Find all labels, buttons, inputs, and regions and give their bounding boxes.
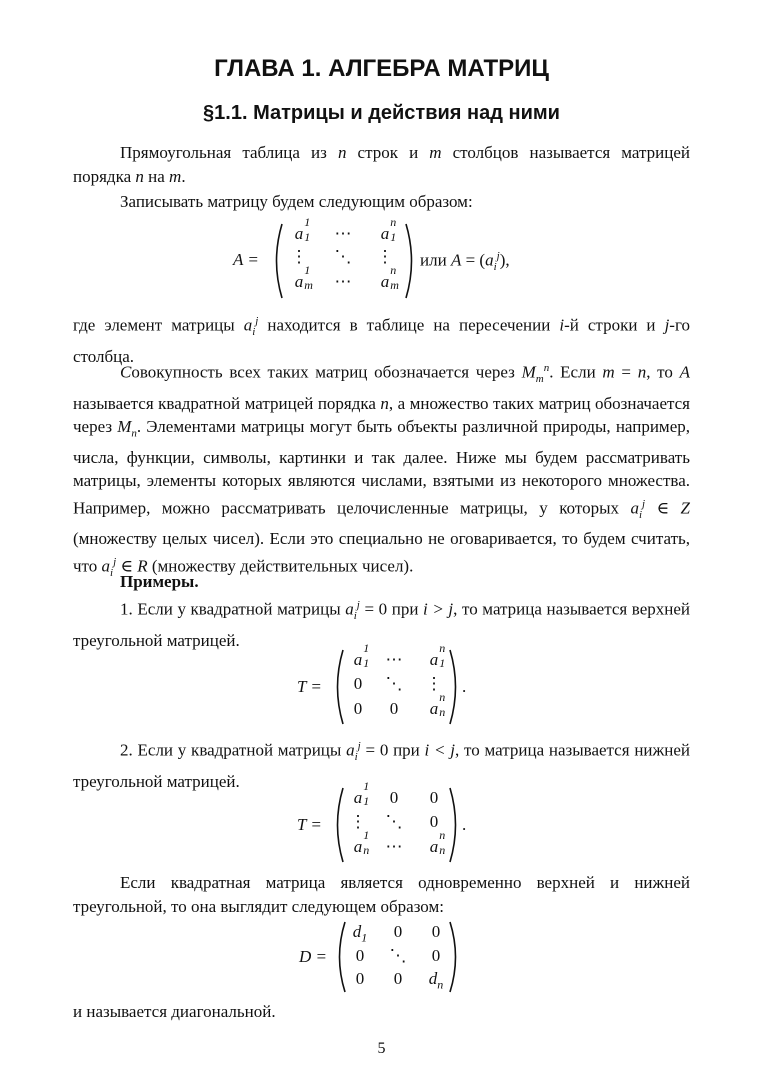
matrix-cell: 0 — [355, 946, 365, 965]
matrix-cell: a n n — [429, 828, 446, 857]
matrix-cell: 0 — [431, 922, 441, 941]
paragraph-diagonal-name: и называется диагональной. — [73, 1002, 276, 1021]
equation-lhs: A = — [233, 250, 259, 269]
matrix-cell: a 1 m — [294, 263, 313, 292]
matrix-cell: a 1 1 — [294, 215, 311, 244]
matrix-cell: a n 1 — [380, 215, 397, 244]
paragraph-notation: Записывать матрицу будем следующим образом: — [120, 192, 473, 211]
matrix-cell: ⋯ — [334, 272, 352, 291]
matrix-cell: 0 — [353, 674, 363, 693]
matrix-t-upper — [343, 641, 463, 726]
right-paren-icon — [404, 222, 418, 300]
matrix-cell: ⋮ — [425, 674, 443, 693]
math-var: m — [169, 166, 182, 186]
paragraph-diagonal-intro: Если квадратная матрица является одновременно верхней и нижней треугольной, то она выглядит следующем образом: — [73, 873, 690, 916]
paragraph-element: где элемент матрицы $a_i^j$ находится в таблице на пересечении i-й строки и j-го столбца. — [73, 315, 691, 366]
paragraph-example-2: 2. Если у квадратной матрицы $a_i^j = 0$ при i < j, то матрица называется нижней треугольной матрицей. — [73, 740, 690, 791]
matrix-cell: a 1 n — [353, 828, 370, 857]
matrix-cell: 0 — [389, 788, 399, 807]
paragraph-definition — [73, 141, 690, 188]
matrix-cell: ⋯ — [334, 224, 352, 243]
left-paren-icon — [270, 222, 284, 300]
matrix-cell: 0 — [429, 788, 439, 807]
matrix-cell: ⋯ — [385, 650, 403, 669]
matrix-a — [284, 215, 409, 300]
text-fragment: . — [181, 166, 186, 186]
matrix-cell: ⋮ — [290, 247, 308, 266]
chapter-title: ГЛАВА 1. АЛГЕБРА МАТРИЦ — [214, 55, 549, 82]
math-var: n — [135, 166, 144, 186]
matrix-cell: ⋱ — [389, 946, 407, 965]
matrix-cell: a n 1 — [429, 641, 446, 670]
matrix-cell: a n m — [380, 263, 399, 292]
matrix-cell: 0 — [353, 699, 363, 718]
matrix-cell: ⋮ — [376, 247, 394, 266]
paragraph-set-of-matrices: Совокупность всех таких матриц обозначается через $M_m^n$. Если m = n, то A называется квадратной матрицей порядка n, а множество таких матриц обозначается через $M_n$. Элементами матрицы могут быть объекты различной природы, например, числа, функции, символы, картинки и так далее. Ниже мы будем рассматривать матрицы, элементы которых являются числами, взятыми из некоторого множества. Например, можно рассматривать целочисленные матрицы, у которых $a_i^j$ ∈ Z (множеству целых чисел). Если это специально не оговаривается, то будем считать, что $a_i^j$ ∈ R (множеству действительных чисел). — [73, 362, 690, 580]
matrix-cell: $d_1$ — [352, 922, 368, 945]
section-title: §1.1. Матрицы и действия над ними — [203, 102, 560, 124]
matrix-cell: 0 — [393, 969, 403, 988]
matrix-cell: a 1 1 — [353, 641, 370, 670]
matrix-cell: ⋯ — [385, 837, 403, 856]
matrix-cell: 0 — [389, 699, 399, 718]
math-var: n — [337, 143, 347, 162]
paragraph-example-1: 1. Если у квадратной матрицы $a_i^j = 0$ при i > j, то матрица называется верхней треугольной матрицей. — [73, 599, 691, 650]
text-fragment: на — [143, 166, 170, 186]
matrix-cell: 0 — [355, 969, 365, 988]
matrix-d — [345, 922, 460, 994]
equation-lhs: D = — [299, 947, 327, 966]
text-fragment: Прямоугольная таблица из — [120, 143, 338, 162]
math-var: m — [429, 143, 442, 162]
right-paren-icon — [448, 786, 462, 864]
right-paren-icon — [448, 920, 462, 994]
equation-lhs: T = — [297, 815, 322, 834]
matrix-cell: 0 — [393, 922, 403, 941]
matrix-cell: a 1 1 — [353, 779, 370, 808]
equation-end: . — [462, 677, 467, 696]
matrix-t-lower — [343, 779, 463, 864]
matrix-cell: ⋱ — [385, 674, 403, 693]
page-number: 5 — [377, 1040, 386, 1057]
text-fragment: строк и — [346, 143, 430, 162]
matrix-cell: $d_n$ — [428, 969, 444, 992]
matrix-cell: 0 — [429, 812, 439, 831]
examples-heading: Примеры. — [120, 572, 199, 591]
matrix-cell: ⋱ — [385, 812, 403, 831]
text-fragment: столбцов называется матрицей порядка — [73, 143, 690, 186]
matrix-cell: ⋱ — [334, 247, 352, 266]
matrix-cell: a n n — [429, 690, 446, 719]
equation-end: . — [462, 815, 467, 834]
matrix-cell: 0 — [431, 946, 441, 965]
equation-rhs: или $A = (a_i^j)$, — [420, 250, 510, 274]
matrix-cell: ⋮ — [349, 812, 367, 831]
right-paren-icon — [448, 648, 462, 726]
equation-lhs: T = — [297, 677, 322, 696]
